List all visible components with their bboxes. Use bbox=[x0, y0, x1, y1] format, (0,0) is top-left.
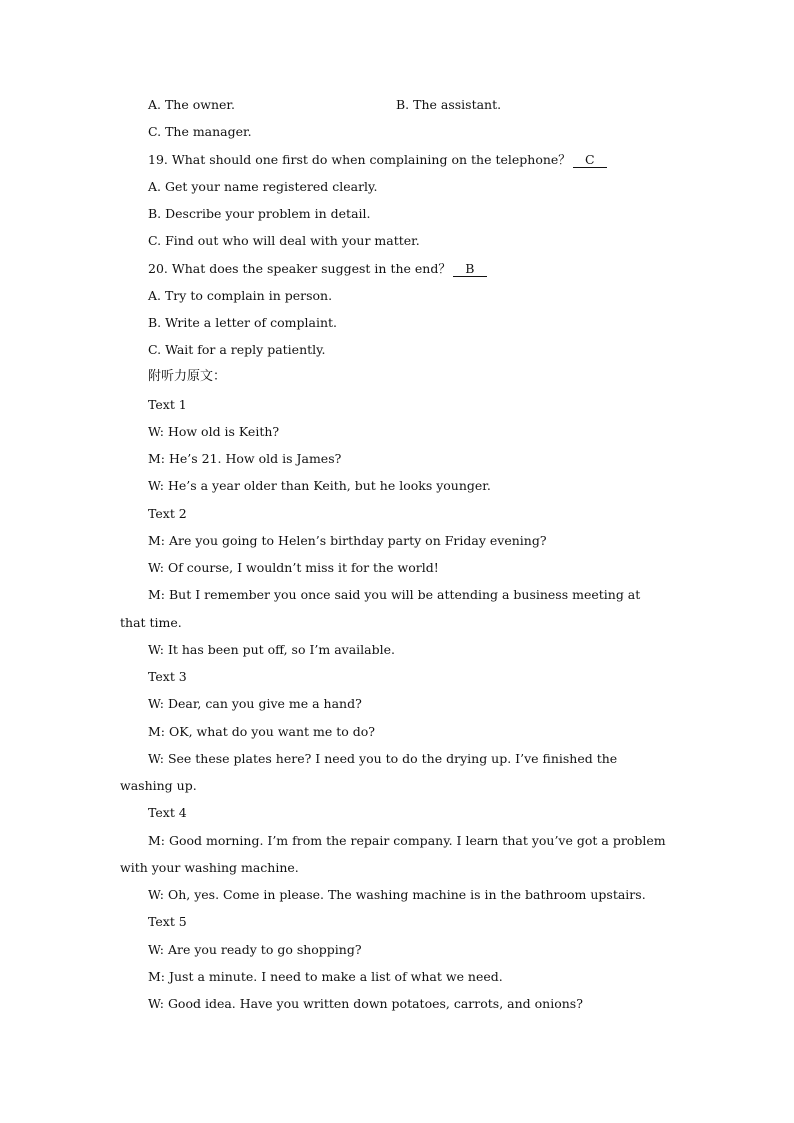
q18-option-c: C. The manager. bbox=[148, 124, 252, 139]
text2-line: M: Are you going to Helen’s birthday party on Friday evening? bbox=[148, 533, 547, 548]
q19-option-b: B. Describe your problem in detail. bbox=[148, 206, 371, 221]
transcript-heading: 附听力原文： bbox=[148, 369, 227, 384]
q20-stem: 20. What does the speaker suggest in the end？ bbox=[148, 261, 451, 276]
text1-line: M: He’s 21. How old is James? bbox=[148, 451, 342, 466]
q20-answer-blank: B bbox=[453, 262, 487, 277]
q18-option-a: A. The owner. bbox=[148, 97, 235, 112]
text3-line-continued: washing up. bbox=[120, 778, 197, 793]
text4-line-continued: with your washing machine. bbox=[120, 860, 299, 875]
q19-stem-row bbox=[148, 152, 607, 168]
text2-title: Text 2 bbox=[148, 506, 187, 521]
q19-stem: 19. What should one first do when complaining on the telephone？ bbox=[148, 152, 571, 167]
text5-title: Text 5 bbox=[148, 914, 187, 929]
text2-line-continued: that time. bbox=[120, 615, 182, 630]
text5-line: W: Are you ready to go shopping? bbox=[148, 942, 362, 957]
text1-title: Text 1 bbox=[148, 397, 187, 412]
q19-answer-blank: C bbox=[573, 153, 607, 168]
text2-line: W: It has been put off, so I’m available. bbox=[148, 642, 395, 657]
text3-line: W: See these plates here? I need you to do the drying up. I’ve finished the bbox=[148, 751, 618, 766]
text4-title: Text 4 bbox=[148, 805, 187, 820]
q20-option-b: B. Write a letter of complaint. bbox=[148, 315, 338, 330]
text4-line: W: Oh, yes. Come in please. The washing machine is in the bathroom upstairs. bbox=[148, 887, 646, 902]
q20-option-c: C. Wait for a reply patiently. bbox=[148, 342, 326, 357]
text5-line: M: Just a minute. I need to make a list of what we need. bbox=[148, 969, 503, 984]
q18-options-row bbox=[148, 97, 502, 113]
text3-line: W: Dear, can you give me a hand? bbox=[148, 696, 362, 711]
q18-option-b: B. The assistant. bbox=[396, 97, 502, 112]
text2-line: W: Of course, I wouldn’t miss it for the world! bbox=[148, 560, 439, 575]
text3-title: Text 3 bbox=[148, 669, 187, 684]
text1-line: W: He’s a year older than Keith, but he looks younger. bbox=[148, 478, 491, 493]
text5-line: W: Good idea. Have you written down potatoes, carrots, and onions? bbox=[148, 996, 583, 1011]
text1-line: W: How old is Keith? bbox=[148, 424, 280, 439]
q20-option-a: A. Try to complain in person. bbox=[148, 288, 333, 303]
text4-line: M: Good morning. I’m from the repair company. I learn that you’ve got a problem bbox=[148, 833, 666, 848]
q19-option-a: A. Get your name registered clearly. bbox=[148, 179, 378, 194]
q20-stem-row bbox=[148, 261, 487, 277]
text2-line: M: But I remember you once said you will be attending a business meeting at bbox=[148, 587, 641, 602]
text3-line: M: OK, what do you want me to do? bbox=[148, 724, 376, 739]
q19-option-c: C. Find out who will deal with your matter. bbox=[148, 233, 420, 248]
